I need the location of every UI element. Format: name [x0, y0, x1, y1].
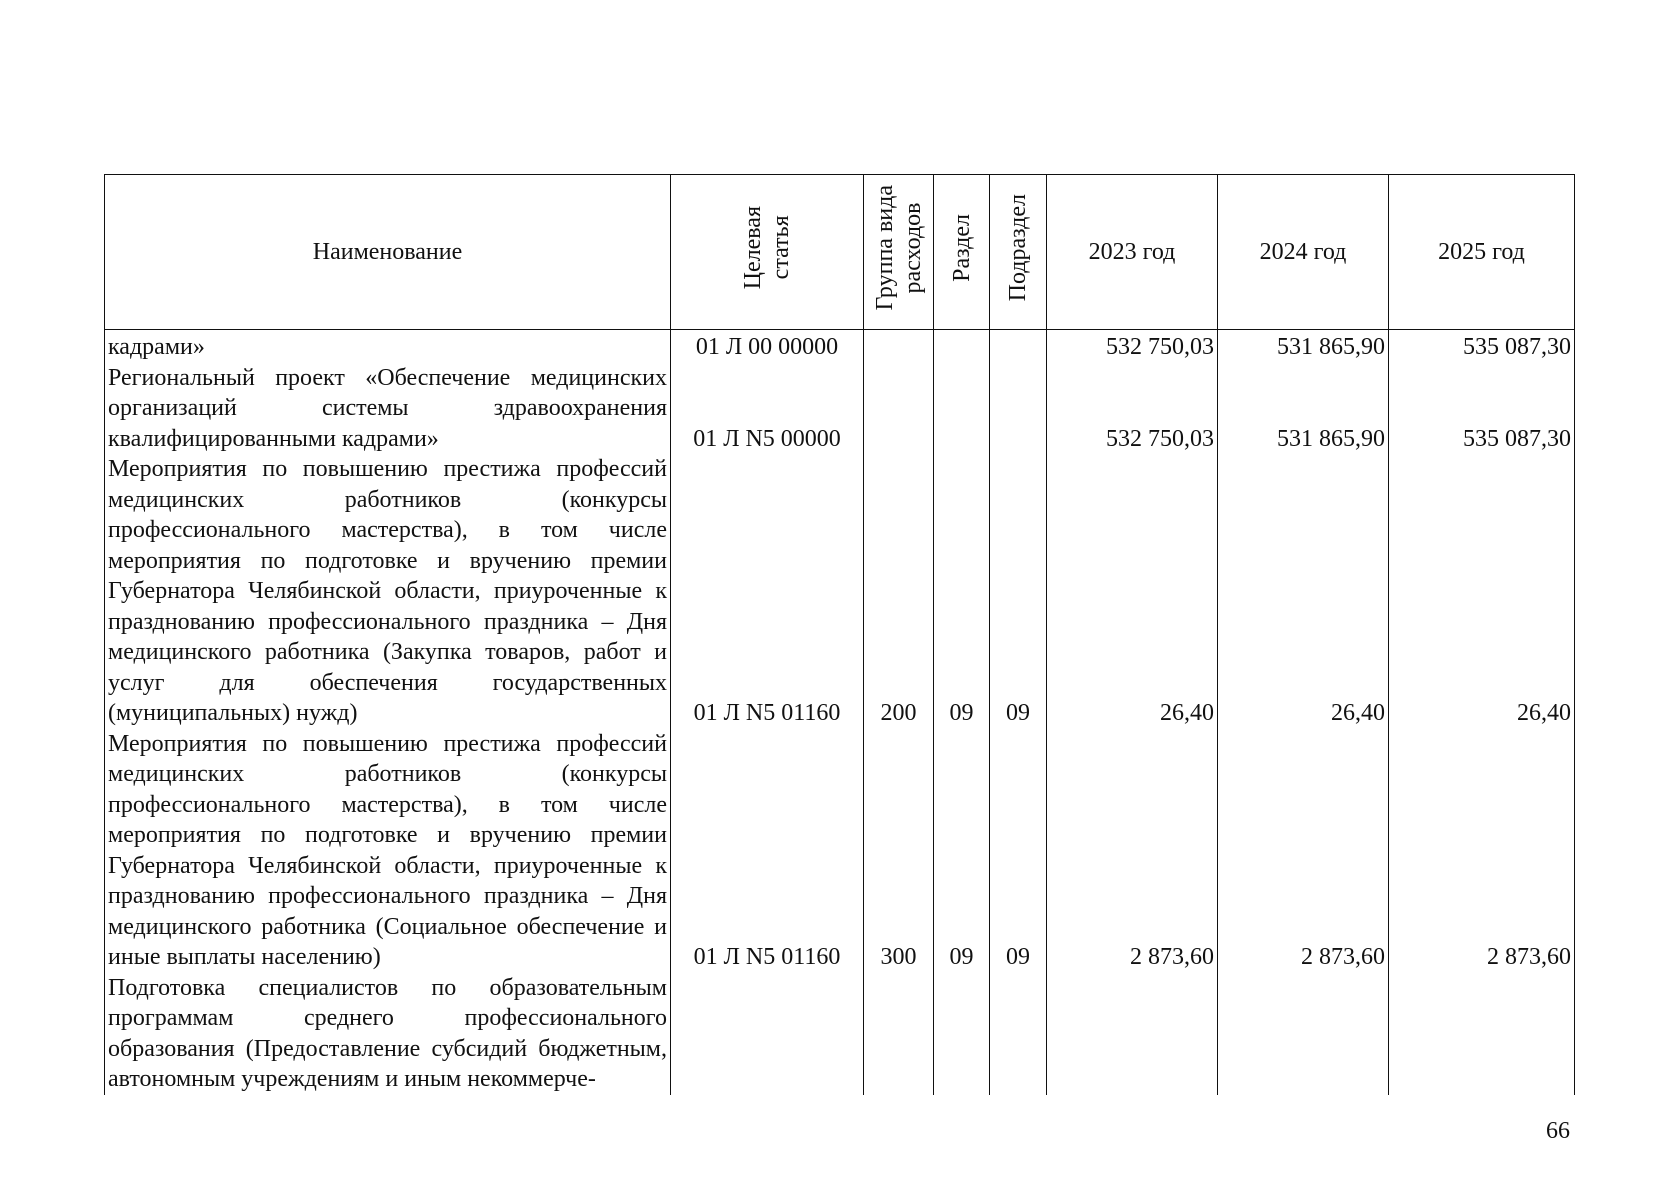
row-subsection: 09	[990, 729, 1047, 973]
header-section: Раздел	[934, 175, 990, 330]
row-target-article: 01 Л N5 00000	[671, 363, 864, 455]
header-expense-group: Группа вида расходов	[864, 175, 934, 330]
row-value-2023: 532 750,03	[1047, 330, 1218, 363]
row-value-2025	[1389, 973, 1575, 1095]
row-target-article: 01 Л N5 01160	[671, 729, 864, 973]
row-name: Мероприятия по повышению престижа профессий медицинских работников (конкурсы профессионального мастерства), в том числе мероприятия по подготовке и вручению премии Губернатора Челябинской области, приуроченные к празднованию профессионального праздника – Дня медицинского работника (Социальное обеспечение и иные выплаты населению)	[105, 729, 671, 973]
row-expense-group	[864, 363, 934, 455]
row-value-2024	[1218, 973, 1389, 1095]
row-subsection: 09	[990, 454, 1047, 729]
row-target-article	[671, 973, 864, 1095]
table-body	[105, 330, 1575, 1095]
row-value-2023	[1047, 973, 1218, 1095]
header-year-2025: 2025 год	[1389, 175, 1575, 330]
row-expense-group: 300	[864, 729, 934, 973]
row-subsection	[990, 330, 1047, 363]
row-expense-group	[864, 973, 934, 1095]
row-expense-group	[864, 330, 934, 363]
row-name: кадрами»	[105, 330, 671, 363]
row-value-2025: 2 873,60	[1389, 729, 1575, 973]
row-name: Подготовка специалистов по образовательным программам среднего профессионального образования (Предоставление субсидий бюджетным, автономным учреждениям и иным некоммерче-	[105, 973, 671, 1095]
header-year-2023: 2023 год	[1047, 175, 1218, 330]
row-value-2024: 2 873,60	[1218, 729, 1389, 973]
table-header	[105, 175, 1575, 330]
table-row	[105, 973, 1575, 1095]
row-value-2025: 535 087,30	[1389, 330, 1575, 363]
table-row	[105, 729, 1575, 973]
row-value-2025: 535 087,30	[1389, 363, 1575, 455]
row-section	[934, 330, 990, 363]
row-section: 09	[934, 729, 990, 973]
row-value-2023: 26,40	[1047, 454, 1218, 729]
row-subsection	[990, 363, 1047, 455]
row-value-2025: 26,40	[1389, 454, 1575, 729]
row-target-article: 01 Л N5 01160	[671, 454, 864, 729]
table-row	[105, 330, 1575, 363]
row-expense-group: 200	[864, 454, 934, 729]
row-value-2024: 531 865,90	[1218, 330, 1389, 363]
row-value-2024: 531 865,90	[1218, 363, 1389, 455]
row-section	[934, 973, 990, 1095]
row-name: Мероприятия по повышению престижа профессий медицинских работников (конкурсы профессионального мастерства), в том числе мероприятия по подготовке и вручению премии Губернатора Челябинской области, приуроченные к празднованию профессионального праздника – Дня медицинского работника (Закупка товаров, работ и услуг для обеспечения государственных (муниципальных) нужд)	[105, 454, 671, 729]
row-target-article: 01 Л 00 00000	[671, 330, 864, 363]
row-value-2023: 2 873,60	[1047, 729, 1218, 973]
header-target-article: Целевая статья	[671, 175, 864, 330]
row-name: Региональный проект «Обеспечение медицинских организаций системы здравоохранения квалифицированными кадрами»	[105, 363, 671, 455]
budget-table	[104, 174, 1575, 1095]
header-name: Наименование	[105, 175, 671, 330]
table-row	[105, 454, 1575, 729]
page-number: 66	[1546, 1118, 1570, 1144]
table-row	[105, 363, 1575, 455]
row-section: 09	[934, 454, 990, 729]
header-year-2024: 2024 год	[1218, 175, 1389, 330]
header-subsection: Подраздел	[990, 175, 1047, 330]
row-section	[934, 363, 990, 455]
row-value-2024: 26,40	[1218, 454, 1389, 729]
row-value-2023: 532 750,03	[1047, 363, 1218, 455]
row-subsection	[990, 973, 1047, 1095]
